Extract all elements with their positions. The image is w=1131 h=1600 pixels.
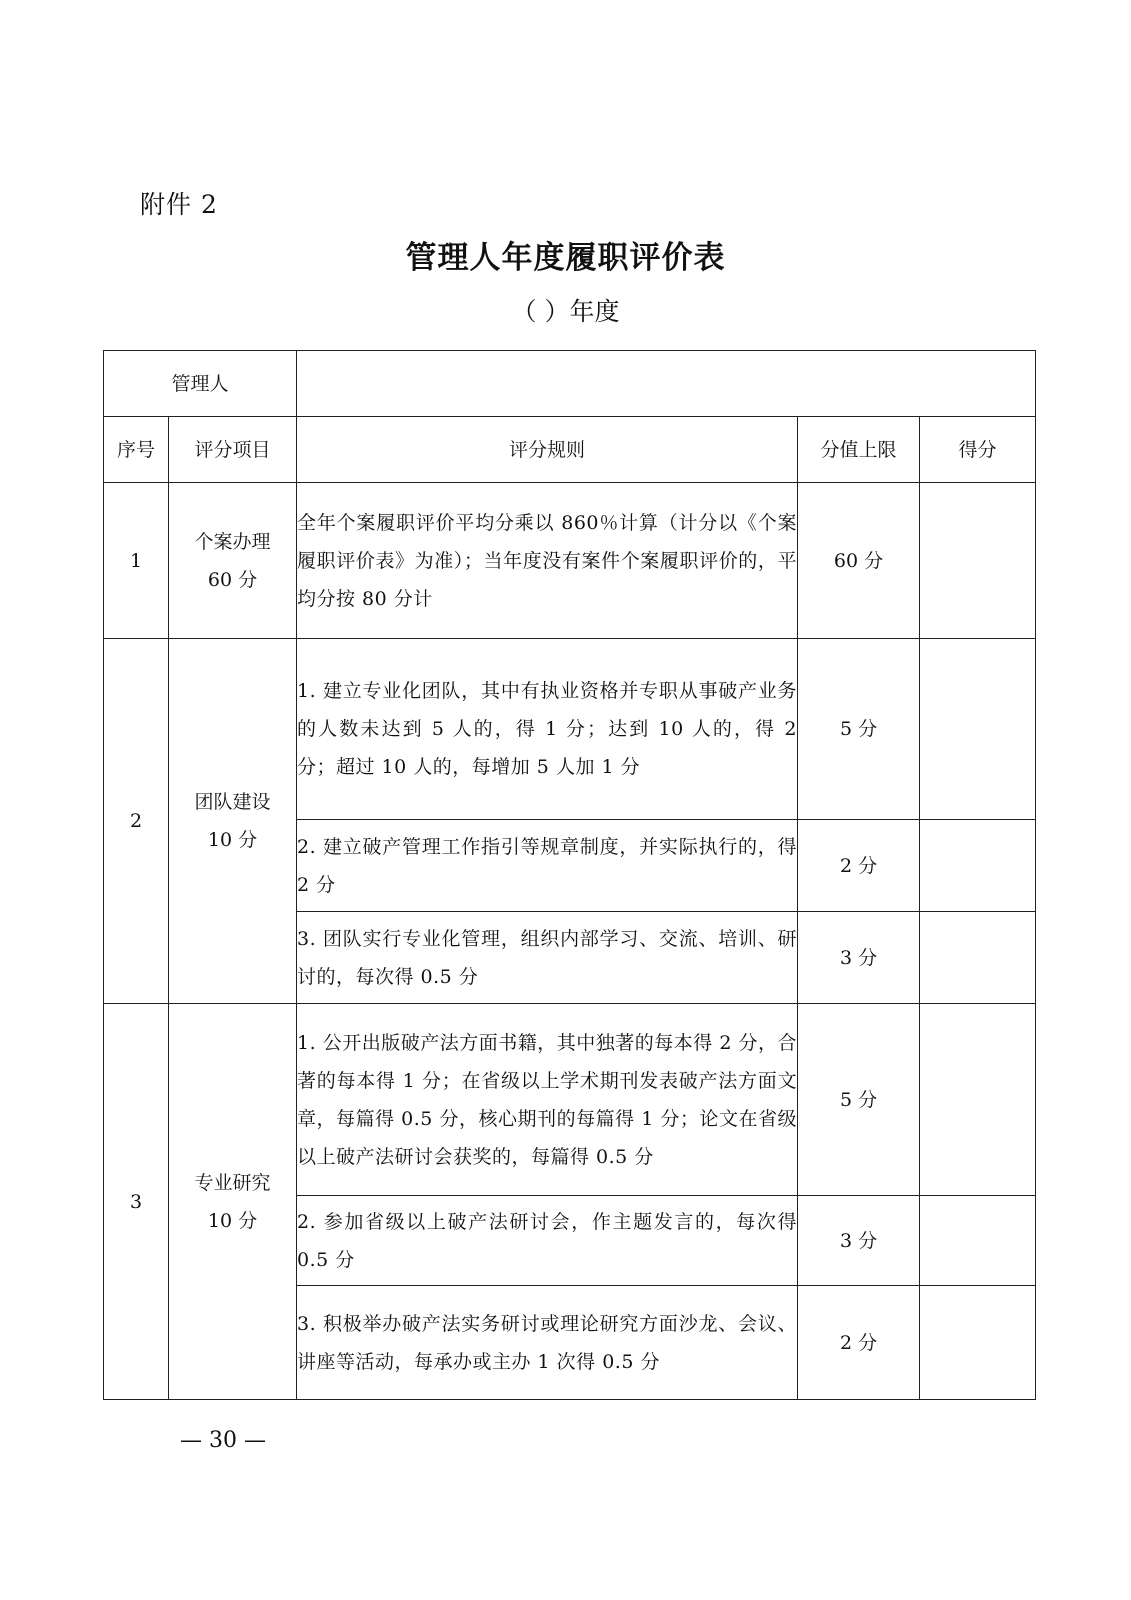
item-name: 专业研究: [194, 1171, 271, 1194]
item-cell: [169, 639, 297, 1004]
score-field[interactable]: [920, 912, 1036, 1004]
row-number: 2: [104, 639, 169, 1004]
col-header-score: 得分: [920, 417, 1036, 483]
year-subtitle: （ ）年度: [511, 297, 620, 326]
item-score: 10 分: [207, 829, 258, 851]
evaluation-table: [103, 350, 1036, 1400]
rule-text: 2. 建立破产管理工作指引等规章制度，并实际执行的，得 2 分: [297, 820, 798, 912]
manager-value-field[interactable]: [297, 351, 1036, 417]
rule-text: 3. 团队实行专业化管理，组织内部学习、交流、培训、研讨的，每次得 0.5 分: [297, 912, 798, 1004]
score-field[interactable]: [920, 1196, 1036, 1286]
rule-text: 2. 参加省级以上破产法研讨会，作主题发言的，每次得 0.5 分: [297, 1196, 798, 1286]
item-name: 个案办理: [194, 530, 271, 553]
page-number: — 30 —: [180, 1428, 266, 1453]
row-number: 3: [104, 1004, 169, 1400]
rule-text: 3. 积极举办破产法实务研讨或理论研究方面沙龙、会议、讲座等活动，每承办或主办 1 次得 0.5 分: [297, 1286, 798, 1400]
score-field[interactable]: [920, 639, 1036, 820]
manager-row: [104, 351, 1036, 417]
max-score: 60 分: [798, 483, 920, 639]
col-header-rule: 评分规则: [297, 417, 798, 483]
max-score: 3 分: [798, 912, 920, 1004]
max-score: 5 分: [798, 1004, 920, 1196]
item-score: 60 分: [207, 568, 258, 591]
max-score: 2 分: [798, 1286, 920, 1400]
max-score: 2 分: [798, 820, 920, 912]
attachment-label: 附件 2: [140, 190, 218, 219]
table-row: [104, 639, 1036, 820]
item-cell: [169, 483, 297, 639]
table-row: [104, 483, 1036, 639]
col-header-no: 序号: [104, 417, 169, 483]
rule-text: 1. 建立专业化团队，其中有执业资格并专职从事破产业务的人数未达到 5 人的，得 1 分；达到 10 人的，得 2 分；超过 10 人的，每增加 5 人加 1 分: [297, 639, 798, 820]
rule-text: 1. 公开出版破产法方面书籍，其中独著的每本得 2 分，合著的每本得 1 分；在省级以上学术期刊发表破产法方面文章，每篇得 0.5 分，核心期刊的每篇得 1 分；论文在省级以上破产法研讨会获奖的，每篇得 0.5 分: [297, 1004, 798, 1196]
score-field[interactable]: [920, 1004, 1036, 1196]
max-score: 3 分: [798, 1196, 920, 1286]
col-header-item: 评分项目: [169, 417, 297, 483]
item-cell: [169, 1004, 297, 1400]
page-title: 管理人年度履职评价表: [405, 240, 726, 276]
score-field[interactable]: [920, 820, 1036, 912]
row-number: 1: [104, 483, 169, 639]
score-field[interactable]: [920, 483, 1036, 639]
table-header-row: [104, 417, 1036, 483]
col-header-max: 分值上限: [798, 417, 920, 483]
item-score: 10 分: [207, 1209, 258, 1232]
table-row: [104, 1004, 1036, 1196]
item-name: 团队建设: [194, 791, 271, 813]
max-score: 5 分: [798, 639, 920, 820]
rule-text: 全年个案履职评价平均分乘以 860％计算（计分以《个案履职评价表》为准）；当年度没有案件个案履职评价的，平均分按 80 分计: [297, 483, 798, 639]
manager-label: 管理人: [104, 351, 297, 417]
score-field[interactable]: [920, 1286, 1036, 1400]
